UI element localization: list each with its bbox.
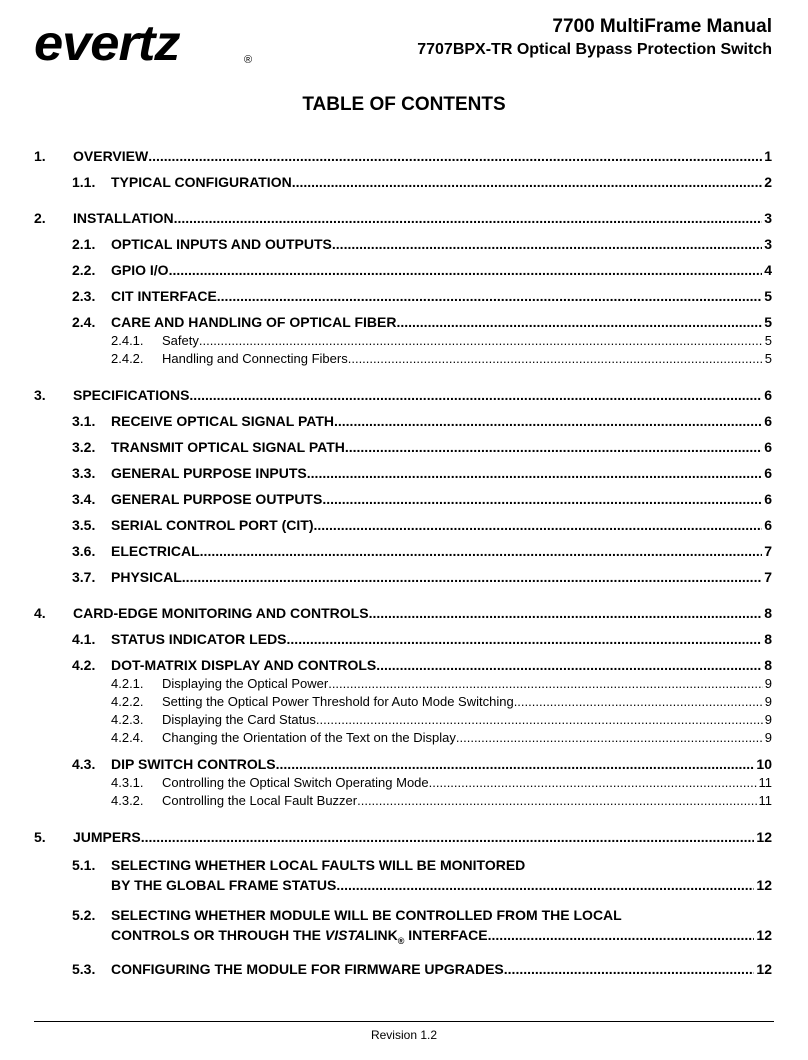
toc-entry-second-line (72, 925, 772, 951)
toc-entry-page: 8 (764, 631, 772, 647)
toc-entry-number: 1.1. (72, 174, 96, 190)
toc-dot-leader (169, 262, 763, 278)
toc-dot-leader (199, 332, 763, 349)
toc-dot-leader (217, 288, 762, 304)
toc-entry-page: 6 (764, 491, 772, 507)
toc-entry-number: 2.2. (72, 262, 96, 278)
toc-subsection-entry[interactable] (34, 314, 772, 330)
toc-entry-label: SERIAL CONTROL PORT (CIT) (111, 517, 314, 533)
toc-dot-leader (322, 491, 762, 507)
toc-dot-leader (189, 387, 762, 403)
toc-entry-number: 3.2. (72, 439, 96, 455)
toc-entry-number: 3.7. (72, 569, 96, 585)
toc-entry-number: 1. (34, 148, 46, 164)
toc-subsection-entry[interactable] (34, 236, 772, 252)
toc-dot-leader (429, 774, 757, 791)
toc-entry-number: 3. (34, 387, 46, 403)
toc-item-entry[interactable] (34, 350, 772, 367)
toc-entry-page: 5 (764, 351, 772, 366)
toc-entry-label: Controlling the Local Fault Buzzer (162, 793, 358, 808)
toc-subsection-entry[interactable] (34, 465, 772, 481)
toc-dot-leader (336, 875, 754, 895)
toc-dot-leader (345, 439, 762, 455)
toc-entry-page: 6 (764, 465, 772, 481)
toc-entry-label: BY THE GLOBAL FRAME STATUS (111, 877, 337, 893)
toc-entry-number: 5. (34, 829, 46, 845)
toc-dot-leader (307, 465, 762, 481)
toc-entry-page: 12 (756, 960, 772, 977)
toc-section-entry[interactable] (34, 829, 772, 845)
toc-dot-leader (316, 711, 763, 728)
toc-section-entry[interactable] (34, 387, 772, 403)
toc-dot-leader (334, 413, 762, 429)
toc-entry-label: Displaying the Card Status (162, 712, 316, 727)
toc-dot-leader (456, 729, 763, 746)
toc-entry-label: Controlling the Optical Switch Operating Mode (162, 775, 429, 790)
toc-section-entry[interactable] (34, 148, 772, 164)
toc-entry-number: 4.2.4. (111, 730, 144, 745)
toc-entry-number: 2.4.2. (111, 351, 144, 366)
toc-item-entry[interactable] (34, 729, 772, 746)
toc-subsection-entry[interactable] (34, 262, 772, 278)
toc-entry-number: 4. (34, 605, 46, 621)
toc-entry-page: 5 (764, 288, 772, 304)
toc-section-entry[interactable] (34, 605, 772, 621)
toc-entry-number: 5.3. (72, 960, 96, 977)
toc-subsection-entry[interactable] (34, 288, 772, 304)
toc-entry-number: 3.5. (72, 517, 96, 533)
toc-entry-number: 3.1. (72, 413, 96, 429)
toc-subsection-entry[interactable] (34, 756, 772, 772)
toc-entry-page: 9 (764, 730, 772, 745)
toc-subsection-entry[interactable] (34, 657, 772, 673)
toc-dot-leader (141, 829, 755, 845)
toc-dot-leader (313, 517, 762, 533)
toc-entry-label: SELECTING WHETHER MODULE WILL BE CONTROLLED FROM THE LOCAL (111, 907, 622, 923)
toc-entry-label (111, 925, 488, 951)
toc-entry-page: 6 (764, 517, 772, 533)
toc-entry-number: 4.1. (72, 631, 96, 647)
toc-entry-page: 7 (764, 543, 772, 559)
toc-subsection-entry[interactable] (34, 961, 772, 977)
link-text: LINK (365, 927, 398, 943)
toc-entry-label: CIT INTERFACE (111, 288, 217, 304)
table-of-contents (34, 148, 772, 977)
toc-entry-label: Changing the Orientation of the Text on the Display (162, 730, 456, 745)
toc-dot-leader (376, 657, 762, 673)
toc-entry-label: GENERAL PURPOSE OUTPUTS (111, 491, 323, 507)
toc-dot-leader (348, 350, 763, 367)
toc-entry-page: 4 (764, 262, 772, 278)
toc-entry-number: 4.2.1. (111, 676, 144, 691)
toc-section-entry[interactable] (34, 210, 772, 226)
toc-entry-number: 4.2.3. (111, 712, 144, 727)
toc-subsection-entry[interactable] (34, 439, 772, 455)
toc-subsection-entry[interactable] (34, 569, 772, 585)
toc-entry-number: 2.3. (72, 288, 96, 304)
toc-entry-page: 3 (764, 210, 772, 226)
toc-dot-leader (514, 693, 763, 710)
logo-registered-mark: ® (244, 54, 253, 66)
registered-mark: ® (397, 935, 405, 946)
toc-subsection-entry[interactable] (34, 631, 772, 647)
toc-entry-label: TYPICAL CONFIGURATION (111, 174, 292, 190)
toc-entry-first-line (72, 905, 772, 925)
manual-title: 7700 MultiFrame Manual (552, 16, 772, 37)
toc-item-entry[interactable] (34, 693, 772, 710)
toc-entry-page: 12 (756, 877, 772, 893)
toc-entry-page: 7 (764, 569, 772, 585)
toc-item-entry[interactable] (34, 774, 772, 791)
vista-italic: VISTA (324, 927, 366, 943)
toc-dot-leader (148, 148, 762, 164)
toc-entry-label: SELECTING WHETHER LOCAL FAULTS WILL BE MONITORED (111, 857, 526, 873)
toc-entry-label: STATUS INDICATOR LEDS (111, 631, 287, 647)
toc-entry-label: CONFIGURING THE MODULE FOR FIRMWARE UPGRADES (111, 960, 504, 977)
toc-entry-number: 3.6. (72, 543, 96, 559)
toc-dot-leader (357, 792, 756, 809)
toc-item-entry[interactable] (34, 332, 772, 349)
toc-entry-label: Displaying the Optical Power (162, 676, 329, 691)
toc-dot-leader (174, 210, 763, 226)
toc-entry-label: Safety (162, 333, 199, 348)
toc-entry-label: Setting the Optical Power Threshold for Auto Mode Switching (162, 694, 514, 709)
toc-entry-label: CARE AND HANDLING OF OPTICAL FIBER (111, 314, 397, 330)
logo-wordmark: evertz (34, 15, 180, 71)
toc-entry-first-line (72, 855, 772, 875)
toc-item-entry[interactable] (34, 792, 772, 809)
toc-entry-label: RECEIVE OPTICAL SIGNAL PATH (111, 413, 334, 429)
footer-revision: Revision 1.2 (370, 1028, 438, 1042)
toc-entry-label: PHYSICAL (111, 569, 182, 585)
toc-dot-leader (488, 925, 755, 945)
toc-entry-label: OVERVIEW (73, 148, 149, 164)
toc-entry-page: 12 (756, 829, 772, 845)
manual-subtitle: 7707BPX-TR Optical Bypass Protection Switch (417, 41, 772, 58)
toc-dot-leader (504, 961, 755, 977)
toc-item-entry[interactable] (34, 675, 772, 692)
toc-dot-leader (200, 543, 763, 559)
toc-subsection-entry[interactable] (34, 491, 772, 507)
toc-entry-page: 2 (764, 174, 772, 190)
toc-entry-number: 3.3. (72, 465, 96, 481)
toc-subsection-entry[interactable] (34, 517, 772, 533)
label-text-end: INTERFACE (404, 927, 488, 943)
toc-entry-page: 8 (764, 605, 772, 621)
toc-entry-page: 5 (764, 333, 772, 348)
toc-entry-page: 3 (764, 236, 772, 252)
toc-subsection-entry[interactable] (34, 413, 772, 429)
toc-entry-number: 2.1. (72, 236, 96, 252)
toc-entry-label: Handling and Connecting Fibers (162, 351, 348, 366)
toc-entry-label: OPTICAL INPUTS AND OUTPUTS (111, 236, 332, 252)
toc-entry-number: 4.2. (72, 657, 96, 673)
toc-entry-page: 1 (764, 148, 772, 164)
toc-dot-leader (332, 236, 762, 252)
toc-entry-page: 9 (764, 676, 772, 691)
toc-entry-number: 5.2. (72, 907, 96, 923)
toc-entry-label: GENERAL PURPOSE INPUTS (111, 465, 307, 481)
toc-entry-second-line (72, 875, 772, 895)
toc-entry-number: 4.3. (72, 756, 96, 772)
toc-entry-number: 4.2.2. (111, 694, 144, 709)
toc-entry-page: 5 (764, 314, 772, 330)
toc-entry-page: 6 (764, 387, 772, 403)
toc-dot-leader (369, 605, 763, 621)
toc-entry-label: DIP SWITCH CONTROLS (111, 756, 276, 772)
toc-entry-number: 5.1. (72, 857, 96, 873)
toc-dot-leader (287, 631, 763, 647)
footer-divider (34, 1021, 774, 1022)
toc-entry-number: 3.4. (72, 491, 96, 507)
toc-entry-label: CARD-EDGE MONITORING AND CONTROLS (73, 605, 369, 621)
toc-subsection-entry[interactable] (34, 174, 772, 190)
toc-subsection-entry[interactable] (34, 855, 772, 895)
toc-entry-page: 10 (756, 756, 772, 772)
toc-dot-leader (276, 756, 755, 772)
toc-entry-number: 2.4. (72, 314, 96, 330)
toc-entry-page: 9 (764, 694, 772, 709)
toc-entry-page: 6 (764, 439, 772, 455)
toc-dot-leader (182, 569, 762, 585)
toc-subsection-entry[interactable] (34, 543, 772, 559)
toc-entry-number: 4.3.2. (111, 793, 144, 808)
toc-dot-leader (396, 314, 762, 330)
toc-entry-label: DOT-MATRIX DISPLAY AND CONTROLS (111, 657, 377, 673)
toc-entry-label: GPIO I/O (111, 262, 169, 278)
label-text: CONTROLS OR THROUGH THE (111, 927, 325, 943)
toc-entry-page: 8 (764, 657, 772, 673)
toc-entry-label: SPECIFICATIONS (73, 387, 190, 403)
toc-subsection-entry[interactable] (34, 905, 772, 951)
evertz-logo (34, 15, 253, 71)
toc-entry-page: 12 (756, 927, 772, 943)
toc-entry-page: 11 (758, 775, 772, 790)
toc-dot-leader (328, 675, 763, 692)
toc-dot-leader (292, 174, 763, 190)
toc-entry-number: 4.3.1. (111, 775, 144, 790)
toc-entry-label: JUMPERS (73, 829, 141, 845)
toc-entry-label: ELECTRICAL (111, 543, 200, 559)
toc-entry-page: 9 (764, 712, 772, 727)
toc-heading: TABLE OF CONTENTS (302, 94, 506, 115)
toc-entry-number: 2.4.1. (111, 333, 144, 348)
toc-entry-page: 11 (758, 793, 772, 808)
toc-entry-number: 2. (34, 210, 46, 226)
toc-item-entry[interactable] (34, 711, 772, 728)
toc-entry-page: 6 (764, 413, 772, 429)
toc-entry-label: INSTALLATION (73, 210, 174, 226)
toc-entry-label: TRANSMIT OPTICAL SIGNAL PATH (111, 439, 345, 455)
